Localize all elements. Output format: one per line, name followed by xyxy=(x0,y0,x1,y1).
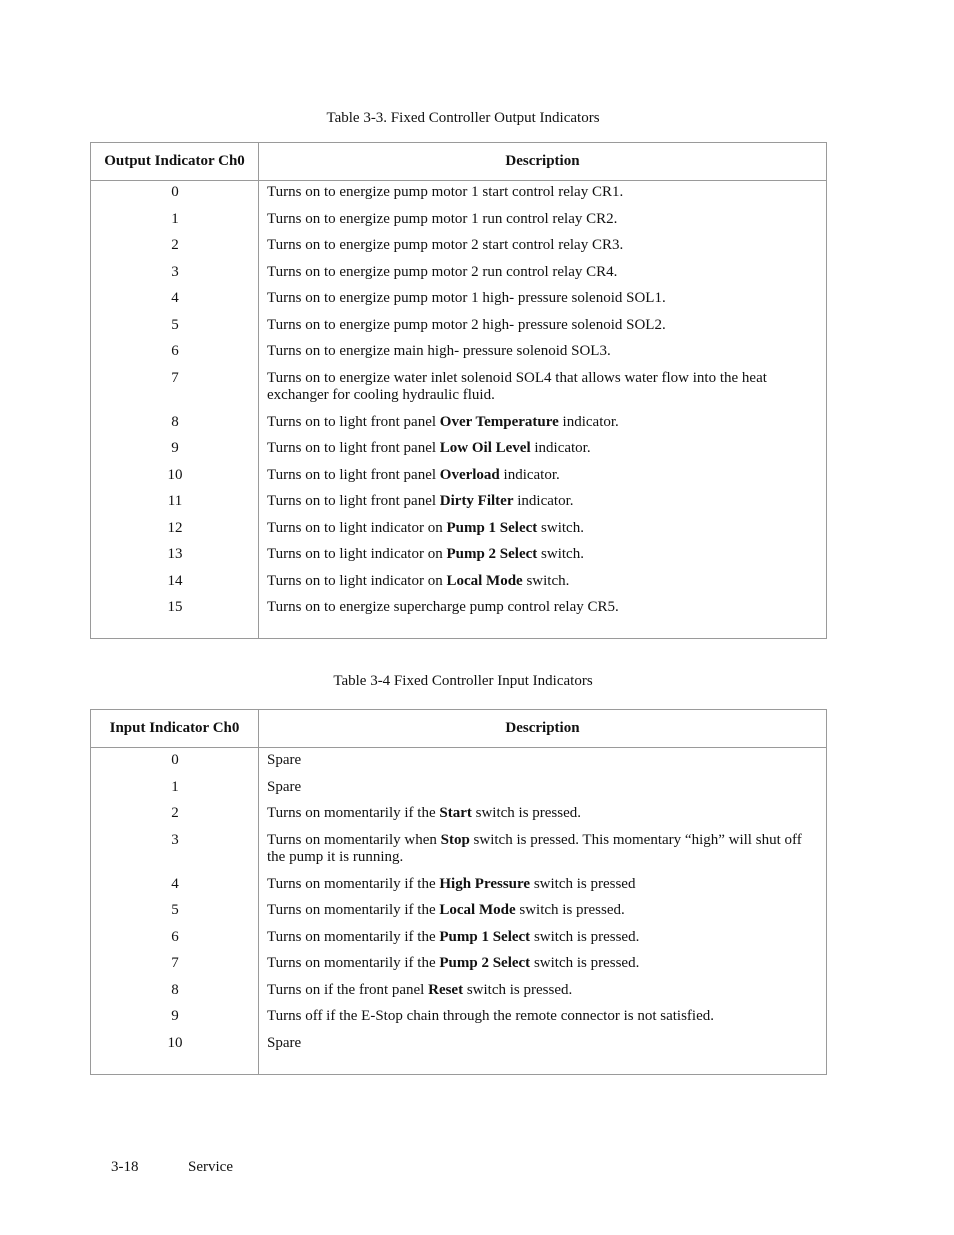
description-post-text: switch. xyxy=(522,572,570,589)
indicator-number: 7 xyxy=(171,955,179,971)
description-bold-term: Low Oil Level xyxy=(439,440,531,456)
table-3-4-caption: Table 3-4 Fixed Controller Input Indicators xyxy=(333,673,593,689)
indicator-description xyxy=(259,290,826,317)
indicator-description xyxy=(259,546,826,573)
description-post-text: switch is pressed xyxy=(530,875,636,892)
indicator-description xyxy=(259,414,826,441)
section-name: Service xyxy=(188,1159,233,1175)
description-post-text: switch is pressed. xyxy=(463,981,573,998)
indicator-number: 2 xyxy=(171,805,179,821)
indicator-number: 4 xyxy=(171,875,179,892)
indicator-number: 1 xyxy=(171,778,179,795)
page-number: 3-18 xyxy=(111,1159,139,1175)
description-bold-term: Over Temperature xyxy=(439,413,559,430)
table-row xyxy=(91,779,826,806)
table-row xyxy=(91,902,826,929)
indicator-number: 3 xyxy=(171,831,179,848)
description-pre-text: Turns on momentarily if the xyxy=(267,805,440,821)
description-post-text: switch is pressed. This momentary “high” will shut off the pump it is running. xyxy=(267,831,802,865)
description-pre-text: Turns on to light front panel xyxy=(267,440,440,456)
indicator-description xyxy=(259,752,826,779)
indicator-description xyxy=(259,779,826,806)
indicator-number: 0 xyxy=(171,752,179,768)
description-bold-term: Start xyxy=(439,805,472,821)
indicator-number: 7 xyxy=(171,369,179,386)
table-row xyxy=(91,805,826,832)
indicator-number: 0 xyxy=(171,184,179,200)
table-row xyxy=(91,343,826,370)
indicator-description xyxy=(259,902,826,929)
table-row xyxy=(91,982,826,1009)
indicator-number: 14 xyxy=(167,572,183,589)
table-row xyxy=(91,573,826,600)
column-header-indicator: Output Indicator Ch0 xyxy=(91,143,259,180)
indicator-number: 9 xyxy=(171,1008,179,1024)
description-pre-text: Turns on if the front panel xyxy=(267,981,429,998)
description-pre-text: Turns on to energize supercharge pump control relay CR5. xyxy=(267,599,619,615)
description-post-text: switch. xyxy=(537,519,584,536)
indicator-description xyxy=(259,929,826,956)
table-body xyxy=(91,748,826,1074)
indicator-description xyxy=(259,876,826,903)
description-pre-text: Turns on to energize pump motor 1 start control relay CR1. xyxy=(267,184,624,200)
table-row xyxy=(91,290,826,317)
indicator-number: 10 xyxy=(167,466,183,483)
table-body xyxy=(91,181,826,638)
indicator-description xyxy=(259,264,826,291)
indicator-description xyxy=(259,317,826,344)
description-pre-text: Turns on to energize pump motor 2 start control relay CR3. xyxy=(267,237,624,253)
description-pre-text: Turns on momentarily if the xyxy=(267,955,440,971)
indicator-number: 5 xyxy=(171,316,179,333)
description-pre-text: Spare xyxy=(267,778,302,795)
indicator-description xyxy=(259,211,826,238)
description-bold-term: High Pressure xyxy=(439,875,531,892)
description-pre-text: Spare xyxy=(267,1034,302,1051)
indicator-description xyxy=(259,573,826,600)
indicator-number: 12 xyxy=(167,519,183,536)
description-post-text: switch. xyxy=(537,546,584,562)
table-header xyxy=(91,710,826,748)
indicator-description xyxy=(259,237,826,264)
column-divider xyxy=(258,748,259,1074)
description-pre-text: Turns on to light indicator on xyxy=(267,519,447,536)
indicator-description xyxy=(259,184,826,211)
table-row xyxy=(91,752,826,779)
indicator-number: 10 xyxy=(167,1034,183,1051)
description-bold-term: Stop xyxy=(440,831,470,848)
output-indicators-table xyxy=(90,142,827,639)
table-row xyxy=(91,440,826,467)
indicator-description xyxy=(259,599,826,626)
table-row xyxy=(91,955,826,982)
description-pre-text: Spare xyxy=(267,752,302,768)
description-bold-term: Local Mode xyxy=(439,902,516,918)
indicator-description xyxy=(259,832,826,876)
description-bold-term: Pump 2 Select xyxy=(439,955,531,971)
indicator-description xyxy=(259,955,826,982)
row-list xyxy=(91,181,826,638)
description-post-text: switch is pressed. xyxy=(515,902,625,918)
description-pre-text: Turns on to energize pump motor 2 high- pressure solenoid SOL2. xyxy=(267,316,666,333)
description-pre-text: Turns on to light front panel xyxy=(267,413,440,430)
description-pre-text: Turns on to energize pump motor 1 run control relay CR2. xyxy=(267,210,618,227)
indicator-number: 8 xyxy=(171,981,179,998)
table-row xyxy=(91,264,826,291)
description-post-text: indicator. xyxy=(530,440,591,456)
indicator-number: 13 xyxy=(167,546,183,562)
table-row xyxy=(91,317,826,344)
indicator-description xyxy=(259,1008,826,1035)
description-bold-term: Pump 1 Select xyxy=(439,928,531,945)
description-pre-text: Turns off if the E-Stop chain through the remote connector is not satisfied. xyxy=(267,1008,715,1024)
table-header xyxy=(91,143,826,181)
description-bold-term: Reset xyxy=(428,981,464,998)
description-pre-text: Turns on to light indicator on xyxy=(267,546,447,562)
table-row xyxy=(91,211,826,238)
indicator-description xyxy=(259,520,826,547)
description-bold-term: Local Mode xyxy=(446,572,523,589)
table-row xyxy=(91,832,826,876)
table-row xyxy=(91,929,826,956)
description-pre-text: Turns on momentarily if the xyxy=(267,902,440,918)
indicator-description xyxy=(259,1035,826,1062)
description-post-text: indicator. xyxy=(499,466,560,483)
description-bold-term: Pump 1 Select xyxy=(446,519,538,536)
indicator-description xyxy=(259,982,826,1009)
description-pre-text: Turns on to energize pump motor 2 run control relay CR4. xyxy=(267,263,618,280)
indicator-number: 6 xyxy=(171,928,179,945)
description-post-text: switch is pressed. xyxy=(530,928,640,945)
table-row xyxy=(91,370,826,414)
description-pre-text: Turns on momentarily if the xyxy=(267,928,440,945)
column-header-description: Description xyxy=(505,720,580,736)
description-pre-text: Turns on momentarily when xyxy=(267,831,441,848)
description-bold-term: Overload xyxy=(439,466,500,483)
indicator-number: 8 xyxy=(171,413,179,430)
description-post-text: indicator. xyxy=(558,413,619,430)
indicator-number: 6 xyxy=(171,343,179,359)
indicator-number: 1 xyxy=(171,210,179,227)
column-divider xyxy=(258,181,259,638)
table-row xyxy=(91,493,826,520)
description-pre-text: Turns on to energize water inlet solenoid SOL4 that allows water flow into the heat exchanger for cooling hydraulic fluid. xyxy=(267,369,767,403)
description-post-text: switch is pressed. xyxy=(530,955,640,971)
indicator-description xyxy=(259,370,826,414)
indicator-description xyxy=(259,493,826,520)
description-pre-text: Turns on to light front panel xyxy=(267,466,440,483)
table-row xyxy=(91,520,826,547)
table-row xyxy=(91,546,826,573)
table-3-3-caption: Table 3-3. Fixed Controller Output Indicators xyxy=(326,110,600,126)
indicator-number: 2 xyxy=(171,237,179,253)
description-pre-text: Turns on to energize pump motor 1 high- pressure solenoid SOL1. xyxy=(267,290,666,306)
description-post-text: switch is pressed. xyxy=(471,805,582,821)
table-row xyxy=(91,184,826,211)
description-post-text: indicator. xyxy=(513,493,574,509)
table-row xyxy=(91,1035,826,1062)
table-row xyxy=(91,414,826,441)
description-pre-text: Turns on to light indicator on xyxy=(267,572,447,589)
indicator-number: 11 xyxy=(167,493,183,509)
indicator-description xyxy=(259,440,826,467)
description-bold-term: Dirty Filter xyxy=(439,493,514,509)
table-row xyxy=(91,876,826,903)
indicator-number: 4 xyxy=(171,290,179,306)
description-pre-text: Turns on to light front panel xyxy=(267,493,440,509)
indicator-number: 3 xyxy=(171,263,179,280)
indicator-description xyxy=(259,805,826,832)
description-pre-text: Turns on momentarily if the xyxy=(267,875,440,892)
table-row xyxy=(91,599,826,626)
indicator-number: 5 xyxy=(171,902,179,918)
table-row xyxy=(91,237,826,264)
description-pre-text: Turns on to energize main high- pressure solenoid SOL3. xyxy=(267,343,611,359)
indicator-description xyxy=(259,467,826,494)
description-bold-term: Pump 2 Select xyxy=(446,546,538,562)
column-header-indicator: Input Indicator Ch0 xyxy=(91,710,259,747)
table-row xyxy=(91,467,826,494)
input-indicators-table xyxy=(90,709,827,1075)
column-header-description: Description xyxy=(505,153,580,169)
indicator-description xyxy=(259,343,826,370)
indicator-number: 9 xyxy=(171,440,179,456)
indicator-number: 15 xyxy=(167,599,183,615)
table-row xyxy=(91,1008,826,1035)
row-list xyxy=(91,748,826,1074)
